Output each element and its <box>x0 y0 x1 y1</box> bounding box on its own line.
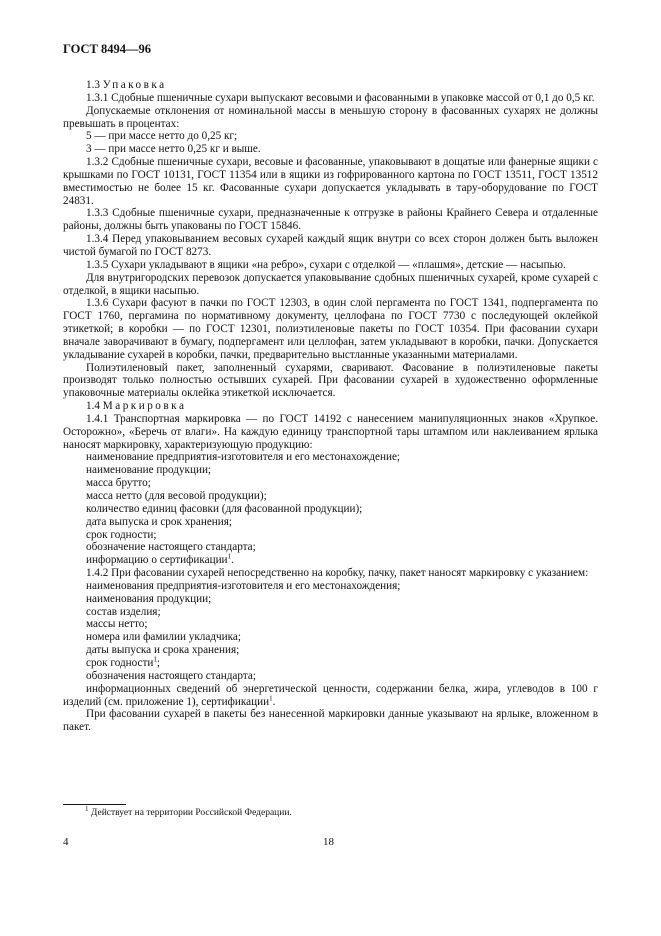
paragraph-1-3-3: 1.3.3 Сдобные пшеничные сухари, предназначенные к отгрузке в районы Крайнего Севера и отдаленные районы, должны быть упакованы по ГОСТ 15846. <box>63 207 598 233</box>
list-item: обозначения настоящего стандарта; <box>86 669 256 682</box>
paragraph-1-3-5-note: Для внутригородских перевозок допускается упаковывание сдобных пшеничных сухарей, кроме сухарей с отделкой, в ящики насыпью. <box>63 271 598 297</box>
paragraph-1-4-1: 1.4.1 Транспортная маркировка — по ГОСТ 14192 с нанесением манипуляционных знаков «Хрупкое. Осторожно», «Беречь от влаги». На каждую единицу транспортной тары штампом или наклеиванием ярлыка наносят маркировку, характеризующую продукцию: <box>63 412 598 451</box>
footnote-text: Действует на территории Российской Федерации. <box>90 808 292 818</box>
list-item <box>63 554 598 567</box>
list-item: наименование продукции; <box>86 464 212 477</box>
list-item <box>63 657 598 670</box>
list-item: массы нетто; <box>86 618 148 631</box>
document-body <box>63 79 598 734</box>
section-number: 1.4 <box>86 400 103 413</box>
list-item: даты выпуска и срока хранения; <box>86 644 240 657</box>
punctuation: ; <box>156 656 160 669</box>
paragraph-1-3-4: 1.3.4 Перед упаковыванием весовых сухарей каждый ящик внутри со всех сторон должен быть выложен чистой бумагой по ГОСТ 8273. <box>63 233 598 258</box>
paragraph-unmarked-packages: При фасовании сухарей в пакеты без нанесенной маркировки данные указывают на ярлыке, вложенном в пакет. <box>63 708 598 734</box>
footnote-ref: 1 <box>227 552 232 561</box>
transport-marking-list <box>63 451 598 567</box>
paragraph-1-3-6-note: Полиэтиленовый пакет, заполненный сухарями, сваривают. Фасование в полиэтиленовые пакеты производят только полностью остывших сухарей. При фасовании сухарей в художественно оформленные упаковочные материалы оклейка этикеткой исключается. <box>63 361 598 400</box>
page-number-left: 4 <box>63 836 69 848</box>
list-item: наименования продукции; <box>86 592 212 605</box>
paragraph-deviations: Допускаемые отклонения от номинальной массы в меньшую сторону в фасованных сухарях не должны превышать в процентах: <box>63 104 598 130</box>
punctuation: . <box>272 695 276 708</box>
footnote-ref: 1 <box>153 655 157 664</box>
list-item: дата выпуска и срок хранения; <box>86 515 233 528</box>
paragraph-1-3-1: 1.3.1 Сдобные пшеничные сухари выпускают весовыми и фасованными в упаковке массой от 0,1 до 0,5 кг. <box>86 91 595 104</box>
list-item: количество единиц фасовки (для фасованной продукции); <box>86 502 363 515</box>
list-item-text: срок годности <box>86 656 154 669</box>
list-item: срок годности; <box>86 528 157 541</box>
list-item: наименования предприятия-изготовителя и его местонахождения; <box>86 579 401 592</box>
paragraph-1-3-6: 1.3.6 Сухари фасуют в пачки по ГОСТ 12303, в один слой пергамента по ГОСТ 1341, подпергамента по ГОСТ 1760, пергамина по нормативному документу, целлофана по ГОСТ 7730 с последующей оклейкой этикеткой; в коробки — по ГОСТ 12301, полиэтиленовые пакеты по ГОСТ 10354. При фасовании сухари вначале заворачивают в бумагу, подпергамент или целлофан, затем укладывают в коробки, пачки. Допускается укладывание сухарей в коробки, пачки, предварительно выстланные указанными материалами. <box>63 297 598 361</box>
package-marking-list <box>63 580 598 683</box>
deviation-item-1: 5 — при массе нетто до 0,25 кг; <box>86 130 238 143</box>
deviation-item-2: 3 — при массе нетто 0,25 кг и выше. <box>86 143 261 156</box>
section-title-text: Маркировка <box>102 400 187 413</box>
section-title-text: Упаковка <box>102 79 167 91</box>
page-number-center: 18 <box>323 836 334 848</box>
list-item: номера или фамилии укладчика; <box>86 631 241 644</box>
list-item: обозначение настоящего стандарта; <box>86 541 256 554</box>
footnote <box>85 804 292 818</box>
paragraph-1-3-5: 1.3.5 Сухари укладывают в ящики «на ребро», сухари с отделкой — «плашмя», детские — насыпью. <box>86 258 566 271</box>
paragraph-nutrition-info <box>63 683 598 709</box>
section-title-packaging <box>63 79 598 92</box>
section-number: 1.3 <box>86 79 103 91</box>
list-item: масса брутто; <box>86 477 151 490</box>
punctuation: . <box>231 554 234 567</box>
section-title-marking <box>63 400 598 413</box>
list-item: наименование предприятия-изготовителя и его местонахождение; <box>86 451 401 464</box>
document-header: ГОСТ 8494—96 <box>63 42 152 56</box>
list-item-text: информацию о сертификации <box>86 554 228 567</box>
paragraph-1-3-2: 1.3.2 Сдобные пшеничные сухари, весовые и фасованные, упаковывают в дощатые или фанерные ящики с крышками по ГОСТ 10131, ГОСТ 11354 или в ящики из гофрированного картона по ГОСТ 13511, ГОСТ 13512 вместимостью не более 15 кг. Фасованные сухари допускается укладывать в тару-оборудование по ГОСТ 24831. <box>63 156 598 207</box>
paragraph-1-4-2: 1.4.2 При фасовании сухарей непосредственно на коробку, пачку, пакет наносят маркировку с указанием: <box>86 567 589 580</box>
paragraph-text: информационных сведений об энергетической ценности, содержании белка, жира, углеводов в 100 г изделий (см. приложение 1), сертификации <box>63 682 598 708</box>
footnote-marker: 1 <box>85 804 89 813</box>
footnote-divider <box>63 804 126 805</box>
list-item: состав изделия; <box>86 605 161 618</box>
list-item: масса нетто (для весовой продукции); <box>86 490 267 502</box>
footnote-ref: 1 <box>269 693 273 702</box>
